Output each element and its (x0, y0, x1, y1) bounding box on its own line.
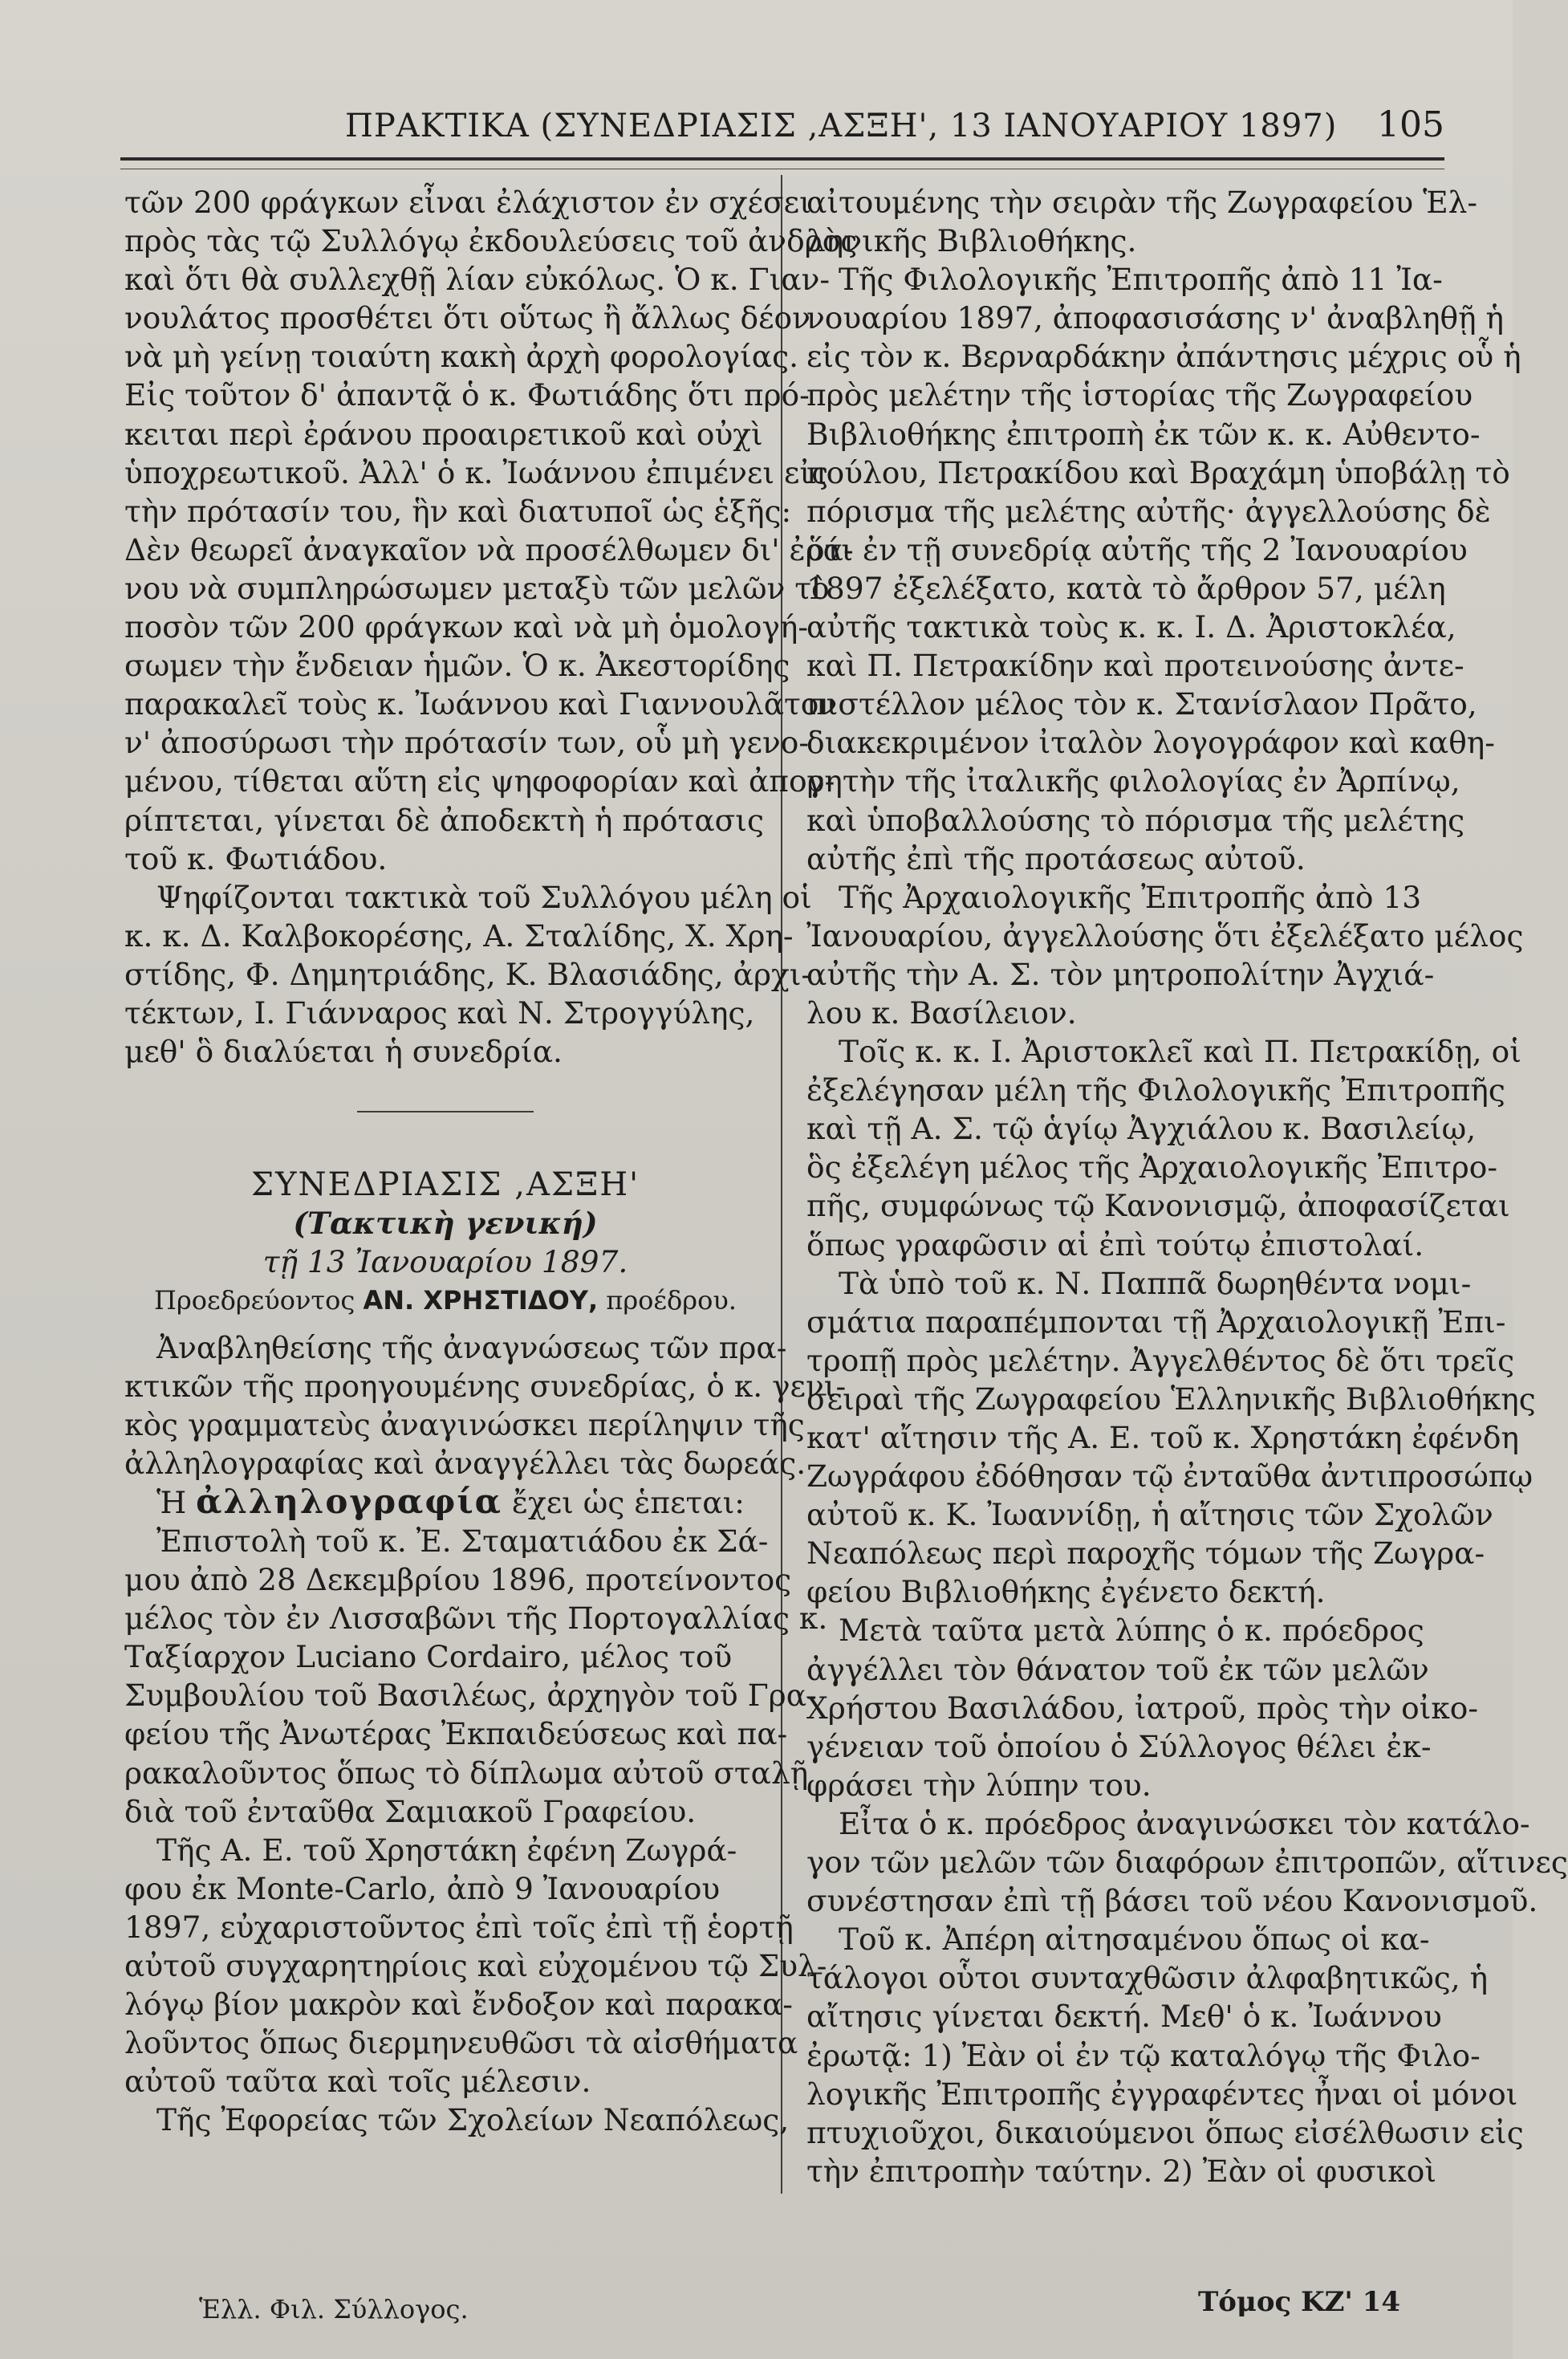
text-line: εἰς τὸν κ. Βερναρδάκην ἀπάντησις μέχρις οὗ ἡ (806, 339, 1521, 375)
correspondence-heading: ἀλληλογραφία (196, 1481, 502, 1521)
right-column (806, 183, 1568, 2190)
text-line: ὅπως γραφῶσιν αἱ ἐπὶ τούτῳ ἐπιστολαί. (806, 1226, 1424, 1263)
text-line: λογικῆς Ἐπιτροπῆς ἐγγραφέντες ἦναι οἱ μόνοι (806, 2076, 1518, 2112)
left-para-1 (124, 183, 858, 878)
text-line: ν' ἀποσύρωσι τὴν πρότασίν των, οὗ μὴ γενο- (124, 725, 809, 761)
left-para-6 (124, 1831, 827, 2101)
text-line: κτικῶν τῆς προηγουμένης συνεδρίας, ὁ κ. γενι- (124, 1368, 847, 1404)
text-line: γον τῶν μελῶν τῶν διαφόρων ἐπιτροπῶν, αἵτινες (806, 1844, 1568, 1881)
text-line: Μετὰ ταῦτα μετὰ λύπης ὁ κ. πρόεδρος (839, 1613, 1424, 1649)
text-line: Τὰ ὑπὸ τοῦ κ. Ν. Παππᾶ δωρηθέντα νομι- (839, 1265, 1472, 1301)
text-line: Εἶτα ὁ κ. πρόεδρος ἀναγινώσκει τὸν κατάλο- (839, 1805, 1530, 1841)
text-line: αὐτῆς ἐπὶ τῆς προτάσεως αὐτοῦ. (806, 840, 1306, 876)
right-para-1 (806, 183, 1478, 260)
text-line: ποσὸν τῶν 200 φράγκων καὶ νὰ μὴ ὁμολογή- (124, 609, 809, 645)
text-line: Τῆς Α. Ε. τοῦ Χρηστάκη ἐφένη Ζωγρά- (156, 1832, 737, 1868)
text-line: Συμβουλίου τοῦ Βασιλέως, ἀρχηγὸν τοῦ Γρα- (124, 1678, 817, 1714)
text-line: Εἰς τοῦτον δ' ἀπαντᾷ ὁ κ. Φωτιάδης ὅτι πρό- (124, 377, 810, 413)
text-line: αὐτοῦ κ. Κ. Ἰωαννίδῃ, ἡ αἴτησις τῶν Σχολῶν (806, 1497, 1493, 1533)
text-line: Τοῖς κ. κ. Ι. Ἀριστοκλεῖ καὶ Π. Πετρακίδῃ, οἱ (839, 1034, 1521, 1070)
section-subtitle: (Τακτικὴ γενική) (293, 1206, 598, 1242)
section-separator (124, 1103, 766, 1141)
text-line: 1897, εὐχαριστοῦντος ἐπὶ τοῖς ἐπὶ τῇ ἑορτῇ (124, 1909, 794, 1945)
text-line: τάλογοι οὗτοι συνταχθῶσιν ἀλφαβητικῶς, ἡ (806, 1960, 1489, 1996)
text-line: νὰ μὴ γείνῃ τοιαύτη κακὴ ἀρχὴ φορολογίας. (124, 339, 799, 375)
text-line: πόρισμα τῆς μελέτης αὐτῆς· ἀγγελλούσης δὲ (806, 493, 1491, 529)
text-line: πρὸς τὰς τῷ Συλλόγῳ ἐκδουλεύσεις τοῦ ἀνδρὸς (124, 223, 858, 259)
left-para-2 (124, 878, 812, 1071)
text-line: αὐτῆς τὴν Α. Σ. τὸν μητροπολίτην Ἀγχιά- (806, 956, 1435, 992)
text-line: λου κ. Βασίλειον. (806, 994, 1077, 1031)
header-rule (120, 157, 1444, 161)
text-line: φου ἐκ Monte-Carlo, ἀπὸ 9 Ἰανουαρίου (124, 1870, 721, 1906)
text-line: κ. κ. Δ. Καλβοκορέσης, Α. Σταλίδης, Χ. Χρη- (124, 917, 794, 954)
right-para-3 (806, 878, 1524, 1032)
text-line: γητὴν τῆς ἰταλικῆς φιλολογίας ἐν Ἀρπίνῳ, (806, 763, 1460, 799)
text-line: τὴν ἐπιτροπὴν ταύτην. 2) Ἐὰν οἱ φυσικοὶ (806, 2153, 1437, 2189)
right-para-6 (806, 1611, 1479, 1804)
text-line: λόγῳ βίον μακρὸν καὶ ἔνδοξον καὶ παρακα- (124, 1987, 793, 2023)
text-line: ρακαλοῦντος ὅπως τὸ δίπλωμα αὐτοῦ σταλῇ (124, 1755, 809, 1791)
text-line: Ἀναβληθείσης τῆς ἀναγνώσεως τῶν πρα- (156, 1329, 787, 1365)
text-line: αὐτοῦ συγχαρητηρίοις καὶ εὐχομένου τῷ Συλ- (124, 1948, 827, 1984)
text-line: διακεκριμένον ἰταλὸν λογογράφον καὶ καθη- (806, 725, 1495, 761)
text-line: πιστέλλον μέλος τὸν κ. Στανίσλαον Πρᾶτο, (806, 686, 1477, 722)
right-para-2 (806, 260, 1521, 878)
text-line: συνέστησαν ἐπὶ τῇ βάσει τοῦ νέου Κανονισμοῦ. (806, 1883, 1538, 1919)
left-para-4 (124, 1483, 766, 1522)
text-line: σμάτια παραπέμπονται τῇ Ἀρχαιολογικῇ Ἐπι- (806, 1304, 1506, 1340)
section-presiding (124, 1281, 766, 1320)
text-line: Τῆς Ἀρχαιολογικῆς Ἐπιτροπῆς ἀπὸ 13 (839, 879, 1422, 915)
text-line: Ψηφίζονται τακτικὰ τοῦ Συλλόγου μέλη οἱ (156, 879, 812, 915)
text-line: πούλου, Πετρακίδου καὶ Βραχάμη ὑποβάλῃ τὸ (806, 454, 1510, 490)
text-line: Βιβλιοθήκης ἐπιτροπὴ ἐκ τῶν κ. κ. Αὐθεντο- (806, 416, 1481, 452)
text-line: αὐτῆς τακτικὰ τοὺς κ. κ. Ι. Δ. Ἀριστοκλέα, (806, 609, 1456, 645)
text-line: στίδης, Φ. Δημητριάδης, Κ. Βλασιάδης, ἀρχι- (124, 956, 812, 992)
text-line: καὶ τῇ Α. Σ. τῷ ἁγίῳ Ἀγχιάλου κ. Βασιλείῳ, (806, 1111, 1477, 1147)
text-line: τροπῇ πρὸς μελέτην. Ἀγγελθέντος δὲ ὅτι τρεῖς (806, 1342, 1515, 1378)
footer-volume: Τόμος ΚΖ' 14 (1197, 2286, 1400, 2318)
text-line: πτυχιοῦχοι, δικαιούμενοι ὅπως εἰσέλθωσιν εἰς (806, 2114, 1524, 2150)
left-para-3 (124, 1328, 847, 1483)
text-line: ἀγγέλλει τὸν θάνατον τοῦ ἐκ τῶν μελῶν (806, 1651, 1429, 1687)
text-line: καὶ ὑποβαλλούσης τὸ πόρισμα τῆς μελέτης (806, 802, 1465, 838)
right-para-4 (806, 1032, 1521, 1264)
text-line: ληνικῆς Βιβλιοθήκης. (806, 223, 1137, 259)
text-line: Δὲν θεωρεῖ ἀναγκαῖον νὰ προσέλθωμεν δι' ἐρά- (124, 531, 854, 567)
text-line: ρίπτεται, γίνεται δὲ ἀποδεκτὴ ἡ πρότασις (124, 802, 764, 838)
running-head-title: ΠΡΑΚΤΙΚΑ (ΣΥΝΕΔΡΙΑΣΙΣ ,ΑΣΞΗ', 13 ΙΑΝΟΥΑΡΙΟΥ 1897) (345, 108, 1338, 144)
text-line: καὶ ὅτι θὰ συλλεχθῇ λίαν εὐκόλως. Ὁ κ. Γιαν- (124, 262, 831, 298)
text-line: Τῆς Ἐφορείας τῶν Σχολείων Νεαπόλεως, (156, 2102, 790, 2138)
text-line: κατ' αἴτησιν τῆς Α. Ε. τοῦ κ. Χρηστάκη ἐφένδη (806, 1420, 1519, 1455)
text-line: τὴν πρότασίν του, ἣν καὶ διατυποῖ ὡς ἑξῆς: (124, 493, 792, 529)
text-line: 1897 ἐξελέξατο, κατὰ τὸ ἄρθρον 57, μέλη (806, 570, 1446, 606)
text-line: αἰτουμένης τὴν σειρὰν τῆς Ζωγραφείου Ἑλ- (806, 185, 1478, 220)
text-line: Χρήστου Βασιλάδου, ἰατροῦ, πρὸς τὴν οἰκο- (806, 1690, 1479, 1726)
text-line: κὸς γραμματεὺς ἀναγινώσκει περίληψιν τῆς (124, 1406, 805, 1442)
text-line: φράσει τὴν λύπην του. (806, 1767, 1152, 1803)
text-line: νουαρίου 1897, ἀποφασισάσης ν' ἀναβληθῇ ἡ (806, 300, 1504, 336)
running-head (128, 96, 1444, 153)
text-line: ὑποχρεωτικοῦ. Ἀλλ' ὁ κ. Ἰωάννου ἐπιμένει εἰς (124, 454, 829, 490)
text-line: λοῦντος ὅπως διερμηνευθῶσι τὰ αἰσθήματα (124, 2025, 798, 2061)
presiding-suffix: προέδρου. (606, 1285, 737, 1316)
text-line: Τοῦ κ. Ἀπέρη αἰτησαμένου ὅπως οἱ κα- (839, 1922, 1430, 1958)
section-date: τῇ 13 Ἰανουαρίου 1897. (262, 1244, 628, 1280)
text-line (124, 1483, 766, 1522)
text-line: μένου, τίθεται αὕτη εἰς ψηφοφορίαν καὶ ἀπορ- (124, 763, 835, 799)
text-line: αὐτοῦ ταῦτα καὶ τοῖς μέλεσιν. (124, 2064, 591, 2100)
right-para-8 (806, 1920, 1524, 2190)
text-line: μέλος τὸν ἐν Λισσαβῶνι τῆς Πορτογαλλίας κ. (124, 1600, 828, 1637)
para4-prefix: Ἡ (156, 1484, 187, 1520)
text-line: Ταξίαρχον Luciano Cordairo, μέλος τοῦ (124, 1639, 733, 1675)
text-line: ἐρωτᾷ: 1) Ἐὰν οἱ ἐν τῷ καταλόγῳ τῆς Φιλο- (806, 2037, 1481, 2073)
text-line: διὰ τοῦ ἐνταῦθα Σαμιακοῦ Γραφείου. (124, 1793, 697, 1829)
text-line: παρακαλεῖ τοὺς κ. Ἰωάννου καὶ Γιαννουλᾶτον (124, 686, 838, 722)
text-line: σωμεν τὴν ἔνδειαν ἡμῶν. Ὁ κ. Ἀκεστορίδης (124, 648, 790, 684)
text-line: Ἐπιστολὴ τοῦ κ. Ἐ. Σταματιάδου ἐκ Σά- (156, 1523, 769, 1559)
left-para-5 (124, 1522, 828, 1831)
text-line: γένειαν τοῦ ὁποίου ὁ Σύλλογος θέλει ἐκ- (806, 1728, 1432, 1764)
presiding-name: ΑΝ. ΧΡΗΣΤΙΔΟΥ, (363, 1285, 599, 1316)
presiding-prefix: Προεδρεύοντος (154, 1285, 355, 1316)
text-line: πρὸς μελέτην τῆς ἱστορίας τῆς Ζωγραφείου (806, 377, 1473, 413)
right-para-7 (806, 1804, 1568, 1920)
section-heading: ΣΥΝΕΔΡΙΑΣΙΣ ,ΑΣΞΗ' (250, 1166, 640, 1204)
text-line: αἴτησις γίνεται δεκτή. Μεθ' ὁ κ. Ἰωάννου (806, 1999, 1442, 2035)
text-line: νουλάτος προσθέτει ὅτι οὕτως ἢ ἄλλως δέον (124, 300, 810, 336)
text-line: Τῆς Φιλολογικῆς Ἐπιτροπῆς ἀπὸ 11 Ἰα- (839, 262, 1443, 298)
left-column (124, 183, 858, 2140)
left-para-7 (124, 2101, 790, 2139)
text-line: τοῦ κ. Φωτιάδου. (124, 840, 388, 876)
footer-signature: Ἑλλ. Φιλ. Σύλλογος. (199, 2294, 469, 2324)
text-line: Ζωγράφου ἐδόθησαν τῷ ἐνταῦθα ἀντιπροσώπῳ (806, 1458, 1533, 1495)
text-line: σειραὶ τῆς Ζωγραφείου Ἑλληνικῆς Βιβλιοθήκης (806, 1381, 1536, 1417)
text-line: Ἰανουαρίου, ἀγγελλούσης ὅτι ἐξελέξατο μέλος (806, 917, 1524, 954)
text-line: νου νὰ συμπληρώσωμεν μεταξὺ τῶν μελῶν τὸ (124, 570, 830, 606)
right-para-5 (806, 1264, 1536, 1612)
text-line: φείου Βιβλιοθήκης ἐγένετο δεκτή. (806, 1574, 1326, 1610)
text-line: ὃς ἐξελέγη μέλος τῆς Ἀρχαιολογικῆς Ἐπιτρο- (806, 1149, 1498, 1186)
text-line: μεθ' ὃ διαλύεται ἡ συνεδρία. (124, 1034, 563, 1070)
text-line: μου ἀπὸ 28 Δεκεμβρίου 1896, προτείνοντος (124, 1562, 792, 1598)
text-line: τέκτων, Ι. Γιάνναρος καὶ Ν. Στρογγύλης, (124, 994, 755, 1031)
text-line: ἐξελέγησαν μέλη τῆς Φιλολογικῆς Ἐπιτροπῆς (806, 1072, 1505, 1108)
text-line: ὅτι ἐν τῇ συνεδρίᾳ αὐτῆς τῆς 2 Ἰανουαρίου (806, 531, 1468, 567)
text-line: πῆς, συμφώνως τῷ Κανονισμῷ, ἀποφασίζεται (806, 1188, 1510, 1224)
text-line: Νεαπόλεως περὶ παροχῆς τόμων τῆς Ζωγρα- (806, 1535, 1485, 1572)
text-line: φείου τῆς Ἀνωτέρας Ἐκπαιδεύσεως καὶ πα- (124, 1716, 788, 1752)
text-line: ἀλληλογραφίας καὶ ἀναγγέλλει τὰς δωρεάς. (124, 1445, 806, 1481)
separator-rule (357, 1111, 534, 1112)
para4-suffix: ἔχει ὡς ἑπεται: (511, 1484, 745, 1520)
page-number: 105 (1377, 104, 1444, 145)
text-line: τῶν 200 φράγκων εἶναι ἐλάχιστον ἐν σχέσει (124, 185, 811, 220)
text-line: καὶ Π. Πετρακίδην καὶ προτεινούσης ἀντε- (806, 648, 1464, 684)
text-line: κειται περὶ ἐράνου προαιρετικοῦ καὶ οὐχὶ (124, 416, 763, 452)
